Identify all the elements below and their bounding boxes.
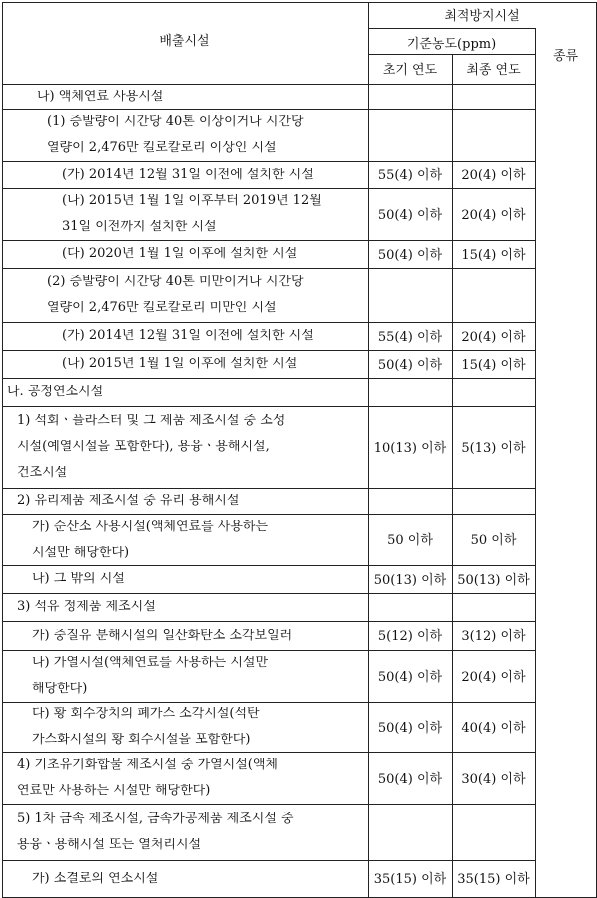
facility-line: 나) 가열시설(액체연료를 사용하는 시설만 [32, 656, 269, 669]
facility-line: 열량이 2,476만 킬로칼로리 이상인 시설 [47, 141, 277, 154]
initial-year-value: 55(4) 이하 [377, 168, 443, 183]
grid-line [2, 860, 536, 861]
initial-year-value: 10(13) 이하 [373, 440, 447, 456]
grid-line [2, 565, 536, 566]
grid-line [2, 109, 536, 110]
header-initial-year: 초기 연도 [382, 63, 438, 78]
facility-line: 시설(예열시설을 포함한다), 용융ㆍ용해시설, [17, 440, 270, 453]
facility-line: (나) 2015년 1월 1일 이후부터 2019년 12월 [62, 194, 322, 207]
initial-year-value: 50(4) 이하 [377, 669, 443, 685]
grid-line [2, 2, 3, 897]
header-standard-concentration: 기준농도(ppm) [406, 37, 497, 52]
final-year-value: 30(4) 이하 [461, 771, 526, 787]
final-year-value: 3(12) 이하 [461, 629, 526, 644]
grid-line [2, 378, 536, 379]
facility-line: 가) 중질유 분해시설의 일산화탄소 소각보일러 [32, 628, 293, 642]
grid-line [2, 84, 536, 85]
grid-line [2, 322, 536, 323]
facility-line: (가) 2014년 12월 31일 이전에 설치한 시설 [62, 167, 314, 181]
final-year-value: 20(4) 이하 [461, 669, 526, 685]
header-optimal-prevention: 최적방지시설 [444, 9, 520, 24]
final-year-value: 40(4) 이하 [461, 720, 526, 736]
grid-line [2, 702, 536, 703]
final-year-value: 20(4) 이하 [461, 207, 526, 223]
final-year-value: 20(4) 이하 [461, 168, 526, 183]
facility-line: 1) 석회ㆍ플라스터 및 그 제품 제조시설 중 소성 [17, 414, 286, 427]
facility-line: 가) 순산소 사용시설(액체연료를 사용하는 [32, 519, 269, 533]
initial-year-value: 50(4) 이하 [377, 247, 443, 263]
facility-line: (1) 증발량이 시간당 40톤 이상이거나 시간당 [47, 115, 304, 128]
final-year-value: 35(15) 이하 [457, 872, 530, 887]
initial-year-value: 50(4) 이하 [377, 207, 443, 223]
facility-line: 가스화시설의 황 회수시설을 포함한다) [32, 733, 251, 746]
facility-line: 4) 기초유기화합물 제조시설 중 가열시설(액체 [17, 758, 278, 771]
initial-year-value: 55(4) 이하 [377, 329, 443, 345]
header-facility: 배출시설 [159, 34, 210, 49]
facility-line: 해당한다) [32, 682, 88, 695]
facility-line: (2) 증발량이 시간당 40톤 미만이거나 시간당 [47, 275, 304, 288]
initial-year-value: 50 이하 [387, 533, 433, 548]
facility-line: 다) 황 회수장치의 폐가스 소각시설(석탄 [32, 707, 260, 720]
grid-line [2, 621, 536, 622]
initial-year-value: 50(4) 이하 [377, 357, 443, 373]
grid-line [2, 804, 536, 805]
grid-line [2, 2, 597, 3]
initial-year-value: 50(4) 이하 [377, 771, 443, 787]
facility-line: 용융ㆍ용해시설 또는 열처리시설 [17, 838, 202, 851]
facility-line: 5) 1차 금속 제조시설, 금속가공제품 제조시설 중 [17, 812, 294, 825]
final-year-value: 15(4) 이하 [461, 247, 526, 263]
grid-line [2, 268, 536, 269]
final-year-value: 50(13) 이하 [457, 572, 530, 588]
facility-line: (다) 2020년 1월 1일 이후에 설치한 시설 [62, 247, 298, 260]
final-year-value: 5(13) 이하 [461, 440, 526, 456]
grid-line [2, 350, 536, 351]
grid-line [2, 161, 536, 162]
grid-line [535, 28, 536, 897]
grid-line [2, 406, 536, 407]
facility-line: 2) 유리제품 제조시설 중 유리 용해시설 [17, 494, 240, 507]
facility-line: 31일 이전까지 설치한 시설 [62, 220, 217, 233]
initial-year-value: 35(15) 이하 [373, 872, 447, 887]
facility-line: 나. 공정연소시설 [7, 385, 104, 398]
grid-line [2, 650, 536, 651]
header-final-year: 최종 연도 [466, 63, 521, 78]
grid-line [2, 514, 536, 515]
initial-year-value: 50(4) 이하 [377, 720, 443, 736]
facility-line: 가) 소결로의 연소시설 [32, 871, 159, 885]
header-type: 종류 [552, 49, 579, 64]
grid-line [2, 488, 536, 489]
grid-line [2, 240, 536, 241]
initial-year-value: 50(13) 이하 [373, 572, 447, 588]
facility-line: 3) 석유 정제품 제조시설 [17, 600, 156, 613]
facility-line: 시설만 해당한다) [32, 545, 130, 559]
grid-line [2, 752, 536, 753]
grid-line [368, 28, 536, 29]
grid-line [368, 54, 536, 55]
facility-line: 건조시설 [17, 466, 68, 479]
final-year-value: 50 이하 [470, 533, 517, 548]
facility-line: (나) 2015년 1월 1일 이후에 설치한 시설 [62, 357, 298, 370]
final-year-value: 15(4) 이하 [461, 357, 526, 373]
grid-line [2, 188, 536, 189]
facility-line: 나) 그 밖의 시설 [32, 572, 125, 585]
facility-line: (가) 2014년 12월 31일 이전에 설치한 시설 [62, 329, 314, 342]
initial-year-value: 5(12) 이하 [377, 629, 443, 644]
grid-line [2, 593, 536, 594]
facility-line: 열량이 2,476만 킬로칼로리 미만인 시설 [47, 301, 277, 314]
facility-line: 연료만 사용하는 시설만 해당한다) [17, 784, 211, 797]
final-year-value: 20(4) 이하 [461, 329, 526, 345]
facility-line: 나) 액체연료 사용시설 [37, 89, 164, 103]
